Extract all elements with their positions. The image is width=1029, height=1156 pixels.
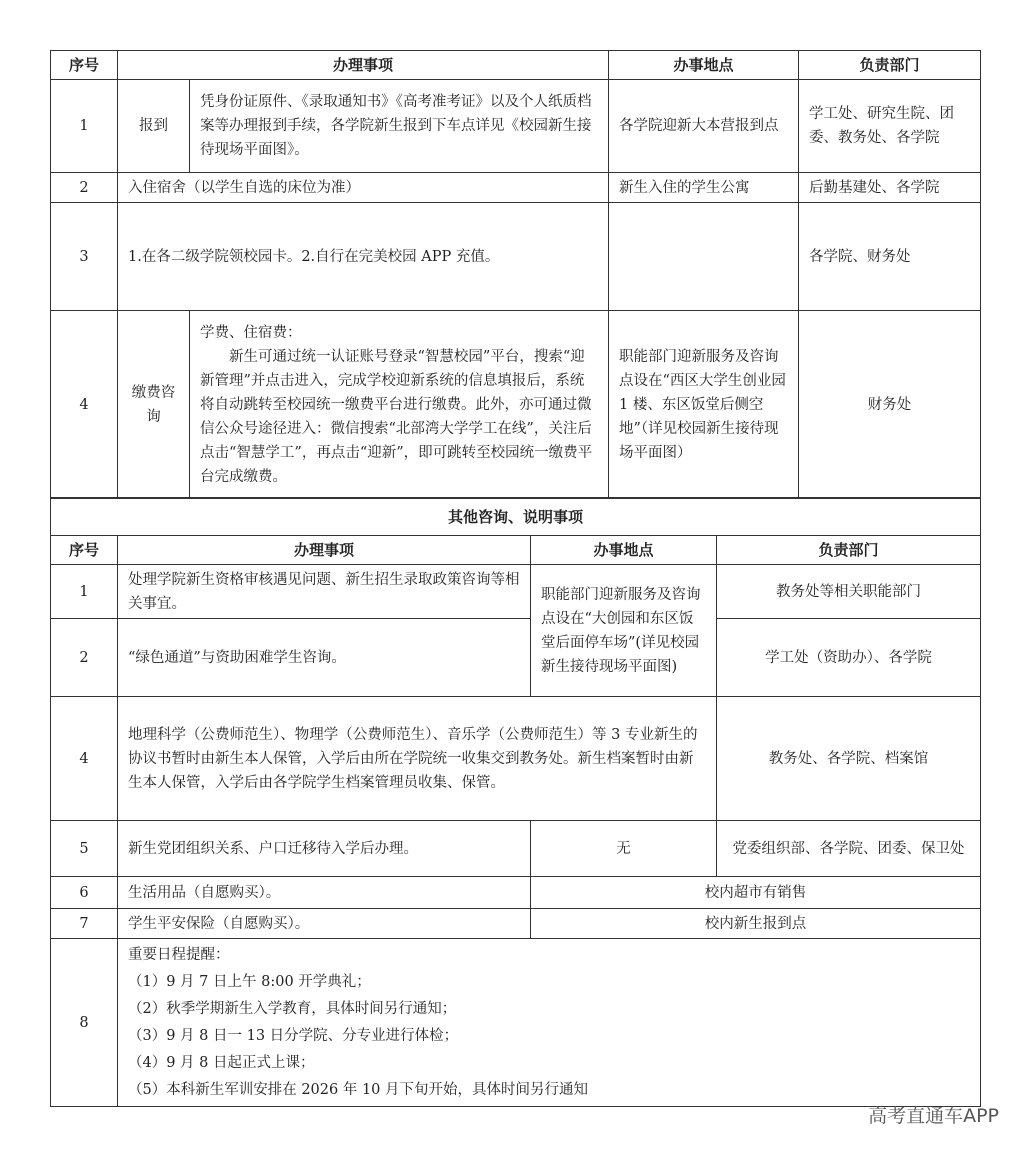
table-row (51, 173, 981, 203)
row-dept: 学工处（资助办）、各学院 (717, 619, 981, 697)
registration-table (50, 50, 981, 499)
schedule-item: （4）9 月 8 日起正式上课； (128, 1054, 315, 1071)
table-row (51, 619, 981, 697)
table-row (51, 80, 981, 173)
table-title: 其他咨询、说明事项 (51, 498, 981, 536)
row-dept: 后勤基建处、各学院 (799, 173, 981, 203)
row-no: 7 (51, 909, 118, 939)
row-dept: 财务处 (799, 311, 981, 499)
table-row (51, 203, 981, 311)
row-location: 职能部门迎新服务及咨询点设在“大创园和东区饭堂后面停车场”(详见校园新生接待现场平面图) (531, 565, 717, 697)
row-location: 无 (531, 821, 717, 877)
schedule-item: （2）秋季学期新生入学教育，具体时间另行通知； (128, 1000, 457, 1017)
row-no: 2 (51, 619, 118, 697)
row-item: 缴费咨询 (118, 311, 190, 499)
schedule-item: （1）9 月 7 日上午 8:00 开学典礼； (128, 973, 371, 990)
row-no: 4 (51, 311, 118, 499)
row-dept: 教务处、各学院、档案馆 (717, 697, 981, 821)
row-item: “绿色通道”与资助困难学生咨询。 (118, 619, 531, 697)
row-no: 5 (51, 821, 118, 877)
row-item: 处理学院新生资格审核遇见问题、新生招生录取政策咨询等相关事宜。 (118, 565, 531, 619)
watermark-text: 高考直通车APP (868, 1105, 999, 1127)
row-detail (190, 311, 609, 499)
col-header-dept: 负责部门 (717, 536, 981, 565)
row-item: 地理科学（公费师范生）、物理学（公费师范生）、音乐学（公费师范生）等 3 专业新生的协议书暂时由新生本人保管，入学后由所在学院统一收集交到教务处。新生档案暂时由新生本人保管，入学后由各学院学生档案管理员收集、保管。 (118, 697, 717, 821)
other-consultation-table (50, 497, 981, 1107)
row-item: 入住宿舍（以学生自选的床位为准） (118, 173, 609, 203)
row-location: 新生入住的学生公寓 (609, 173, 799, 203)
row-location: 校内新生报到点 (531, 909, 981, 939)
row-location: 校内超市有销售 (531, 877, 981, 909)
table-row (51, 939, 981, 1107)
detail-title: 学费、住宿费： (200, 324, 302, 341)
col-header-dept: 负责部门 (799, 51, 981, 80)
row-dept: 各学院、财务处 (799, 203, 981, 311)
row-no: 3 (51, 203, 118, 311)
table-row (51, 821, 981, 877)
table-row (51, 311, 981, 499)
schedule-reminder (118, 939, 981, 1107)
table-header-row (51, 51, 981, 80)
detail-paragraph: 新生可通过统一认证账号登录“智慧校园”平台，搜索“迎新管理”并点击进入，完成学校迎新系统的信息填报后，系统将自动跳转至校园统一缴费平台进行缴费。此外，亦可通过微信公众号途径进入：微信搜索“北部湾大学学工在线”，关注后点击“智慧学工”，再点击“迎新”，即可跳转至校园统一缴费平台完成缴费。 (200, 348, 593, 485)
schedule-item: （5）本科新生军训安排在 2026 年 10 月下旬开始，具体时间另行通知 (128, 1081, 589, 1098)
table-title-row (51, 498, 981, 536)
col-header-no: 序号 (51, 51, 118, 80)
table-row (51, 565, 981, 619)
row-dept: 党委组织部、各学院、团委、保卫处 (717, 821, 981, 877)
col-header-location: 办事地点 (531, 536, 717, 565)
row-no: 8 (51, 939, 118, 1107)
row-no: 4 (51, 697, 118, 821)
col-header-item: 办理事项 (118, 51, 609, 80)
row-location: 各学院迎新大本营报到点 (609, 80, 799, 173)
table-row (51, 909, 981, 939)
col-header-item: 办理事项 (118, 536, 531, 565)
row-item: 1.在各二级学院领校园卡。2.自行在完美校园 APP 充值。 (118, 203, 609, 311)
schedule-item: （3）9 月 8 日一 13 日分学院、分专业进行体检； (128, 1027, 459, 1044)
row-location (609, 203, 799, 311)
table-header-row (51, 536, 981, 565)
col-header-location: 办事地点 (609, 51, 799, 80)
row-item: 新生党团组织关系、户口迁移待入学后办理。 (118, 821, 531, 877)
row-dept: 教务处等相关职能部门 (717, 565, 981, 619)
col-header-no: 序号 (51, 536, 118, 565)
row-no: 1 (51, 565, 118, 619)
row-item: 生活用品（自愿购买）。 (118, 877, 531, 909)
table-row (51, 697, 981, 821)
row-item: 报到 (118, 80, 190, 173)
row-location: 职能部门迎新服务及咨询点设在“西区大学生创业园 1 楼、东区饭堂后侧空地”（详见校园新生接待现场平面图） (609, 311, 799, 499)
row-no: 2 (51, 173, 118, 203)
row-dept: 学工处、研究生院、团委、教务处、各学院 (799, 80, 981, 173)
schedule-title: 重要日程提醒： (128, 946, 230, 963)
row-no: 6 (51, 877, 118, 909)
row-no: 1 (51, 80, 118, 173)
row-item: 学生平安保险（自愿购买）。 (118, 909, 531, 939)
table-row (51, 877, 981, 909)
row-detail: 凭身份证原件、《录取通知书》《高考准考证》以及个人纸质档案等办理报到手续，各学院新生报到下车点详见《校园新生接待现场平面图》。 (190, 80, 609, 173)
